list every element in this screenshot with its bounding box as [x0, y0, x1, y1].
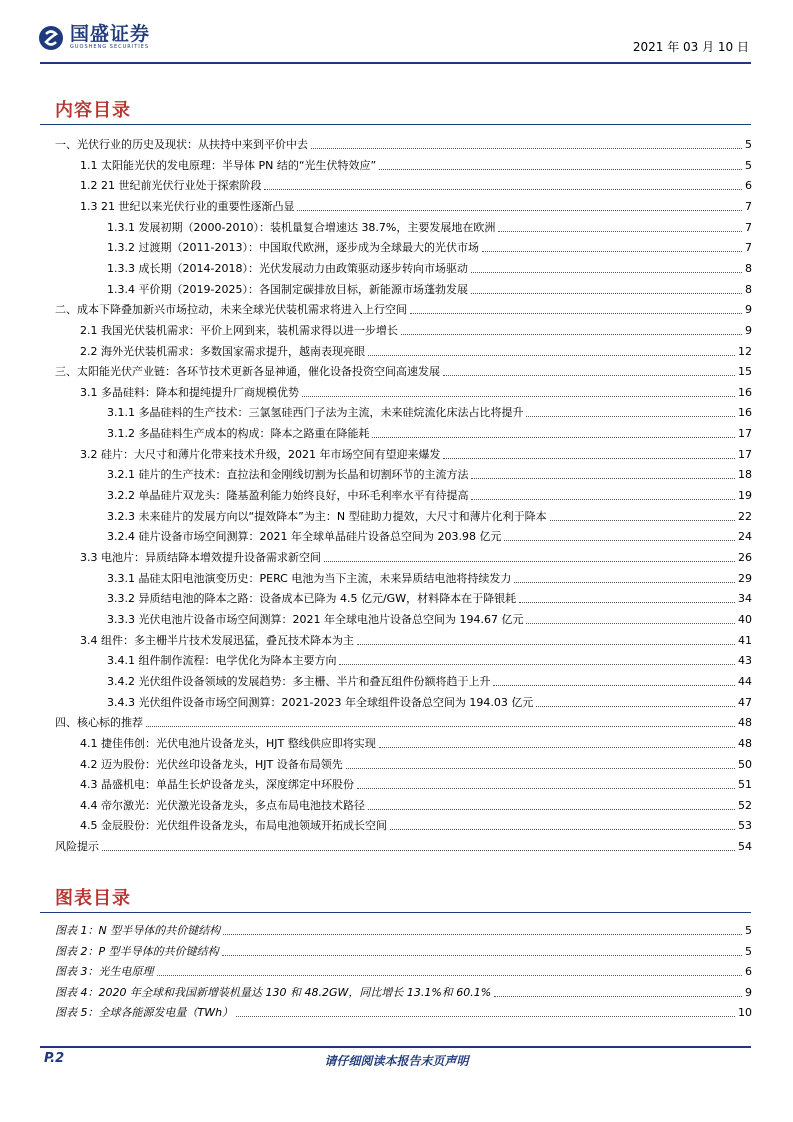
leader-dots	[471, 499, 735, 500]
figure-entry-title: 图表 4：2020 年全球和我国新增装机量达 130 和 48.2GW，同比增长 13.1%和 60.1%	[55, 985, 492, 999]
leader-dots	[443, 375, 735, 376]
toc-entry-page: 8	[745, 261, 752, 275]
leader-dots	[443, 458, 735, 459]
toc-entry-title: 三、太阳能光伏产业链：各环节技术更新各显神通，催化设备投资空间高速发展	[55, 365, 440, 379]
toc-entry[interactable]	[80, 545, 752, 565]
toc-entry-title: 3.3.3 光伏电池片设备市场空间测算：2021 年全球电池片设备总空间为 194.67 亿元	[107, 612, 524, 626]
figure-entry-page: 5	[745, 944, 752, 958]
toc-entry-page: 5	[745, 158, 752, 172]
toc-entry[interactable]	[107, 648, 752, 668]
figure-entry[interactable]	[55, 980, 752, 1000]
leader-dots	[390, 829, 735, 830]
leader-dots	[493, 685, 735, 686]
toc-entry-page: 17	[738, 427, 752, 441]
leader-dots	[471, 293, 742, 294]
leader-dots	[357, 788, 735, 789]
toc-entry-page: 12	[738, 344, 752, 358]
toc-entry[interactable]	[80, 813, 752, 833]
toc-entry[interactable]	[107, 256, 752, 276]
toc-entry-title: 1.1 太阳能光伏的发电原理：半导体 PN 结的“光生伏特效应”	[80, 158, 377, 172]
toc-entry[interactable]	[80, 173, 752, 193]
leader-dots	[222, 955, 742, 956]
toc-entry[interactable]	[80, 339, 752, 359]
toc-entry-page: 5	[745, 138, 752, 151]
figure-entry[interactable]	[55, 939, 752, 959]
figure-entry-page: 10	[738, 1006, 752, 1020]
toc-entry-title: 4.5 金辰股份：光伏组件设备龙头，布局电池领域开拓成长空间	[80, 819, 387, 833]
toc-entry-page: 48	[738, 716, 752, 730]
leader-dots	[297, 210, 742, 211]
toc-entry-title: 2.2 海外光伏装机需求：多数国家需求提升，越南表现亮眼	[80, 344, 365, 358]
toc-entry-title: 3.1 多晶硅料：降本和提纯提升厂商规模优势	[80, 385, 299, 399]
toc-entry-title: 3.2.2 单晶硅片双龙头：隆基盈利能力始终良好，中环毛利率水平有待提高	[107, 489, 469, 503]
toc-entry-page: 51	[738, 778, 752, 792]
toc-entry-title: 3.1.2 多晶硅料生产成本的构成：降本之路重在降能耗	[107, 427, 370, 441]
leader-dots	[102, 850, 735, 851]
footer-divider	[40, 1046, 751, 1048]
toc-entry-title: 1.3.1 发展初期（2000-2010）：装机量复合增速达 38.7%，主要发展地在欧洲	[107, 220, 496, 234]
toc-entry[interactable]	[107, 215, 752, 235]
toc-entry[interactable]	[107, 462, 752, 482]
toc-entry-title: 3.1.1 多晶硅料的生产技术：三氯氢硅西门子法为主流，未来硅烷流化床法占比将提升	[107, 406, 524, 420]
figure-entry-page: 9	[745, 985, 752, 999]
leader-dots	[157, 975, 743, 976]
toc-entry[interactable]	[55, 710, 752, 730]
toc-entry-page: 47	[738, 695, 752, 709]
toc-entry[interactable]	[80, 793, 752, 813]
toc-entry[interactable]	[107, 400, 752, 420]
leader-dots	[519, 602, 735, 603]
toc-entry-title: 3.4.1 组件制作流程：电学优化为降本主要方向	[107, 654, 337, 668]
leader-dots	[401, 334, 742, 335]
toc-entry-title: 3.2.1 硅片的生产技术：直拉法和金刚线切割为长晶和切割环节的主流方法	[107, 468, 469, 482]
toc-entry-page: 7	[745, 241, 752, 255]
toc-entry-title: 3.3 电池片：异质结降本增效提升设备需求新空间	[80, 551, 321, 564]
toc-entry-title: 四、核心标的推荐	[55, 716, 143, 730]
toc-entry-page: 34	[738, 592, 752, 606]
toc-entry[interactable]	[55, 132, 752, 152]
logo-icon	[38, 25, 64, 51]
toc-entry-page: 26	[738, 551, 752, 564]
toc-entry-title: 3.2 硅片：大尺寸和薄片化带来技术升级，2021 年市场空间有望迎来爆发	[80, 447, 441, 461]
toc-entry[interactable]	[80, 731, 752, 751]
leader-dots	[311, 148, 742, 149]
toc-entry[interactable]	[80, 752, 752, 772]
toc-entry-title: 3.2.3 未来硅片的发展方向以“提效降本”为主：N 型硅助力提效，大尺寸和薄片化利于降本	[107, 509, 547, 523]
toc-entry-title: 3.4 组件：多主栅半片技术发展迅猛，叠瓦技术降本为主	[80, 633, 354, 647]
leader-dots	[498, 231, 742, 232]
toc-entry[interactable]	[107, 483, 752, 503]
toc-entry-title: 风险提示	[55, 840, 99, 854]
toc-entry-title: 4.3 晶盛机电：单晶生长炉设备龙头，深度绑定中环股份	[80, 778, 354, 792]
toc-entry-page: 15	[738, 365, 752, 379]
toc-entry[interactable]	[107, 277, 752, 297]
toc-entry-page: 16	[738, 385, 752, 399]
figure-heading-divider	[40, 912, 751, 913]
leader-dots	[526, 416, 735, 417]
leader-dots	[379, 747, 735, 748]
toc-entry-title: 4.1 捷佳伟创：光伏电池片设备龙头，HJT 整线供应即将实现	[80, 736, 376, 750]
page-number: P.2	[44, 1051, 65, 1066]
toc-entry-title: 3.3.1 晶硅太阳电池演变历史：PERC 电池为当下主流，未来异质结电池将持续发力	[107, 571, 512, 585]
toc-entry-title: 1.3.3 成长期（2014-2018）：光伏发展动力由政策驱动逐步转向市场驱动	[107, 261, 468, 275]
leader-dots	[324, 561, 735, 562]
toc-entry[interactable]	[107, 690, 752, 710]
leader-dots	[357, 644, 735, 645]
toc-entry-title: 1.2 21 世纪前光伏行业处于探索阶段	[80, 179, 262, 193]
footer-disclaimer: 请仔细阅读本报告末页声明	[324, 1054, 469, 1068]
toc-entry-page: 7	[745, 220, 752, 234]
leader-dots	[379, 169, 742, 170]
toc-entry-page: 43	[738, 654, 752, 668]
logo-name-cn: 国盛证券	[70, 23, 151, 45]
figure-entry-page: 5	[745, 924, 752, 937]
toc-entry[interactable]	[80, 772, 752, 792]
toc-entry-page: 22	[738, 509, 752, 523]
toc-entry-page: 16	[738, 406, 752, 420]
leader-dots	[368, 809, 735, 810]
toc-entry-title: 1.3.2 过渡期（2011-2013）：中国取代欧洲，逐步成为全球最大的光伏市场	[107, 241, 479, 255]
toc-entry[interactable]	[107, 607, 752, 627]
figure-entry-title: 图表 2：P 型半导体的共价键结构	[55, 944, 219, 958]
toc-entry-page: 9	[745, 323, 752, 337]
toc-entry[interactable]	[107, 524, 752, 544]
toc-entry-page: 41	[738, 633, 752, 647]
header-divider	[40, 62, 751, 64]
toc-entry[interactable]	[80, 442, 752, 462]
toc-entry-title: 二、成本下降叠加新兴市场拉动，未来全球光伏装机需求将进入上行空间	[55, 303, 407, 317]
toc-entry-page: 19	[738, 489, 752, 503]
toc-entry-title: 3.4.3 光伏组件设备市场空间测算：2021-2023 年全球组件设备总空间为 194.03 亿元	[107, 695, 534, 709]
toc-entry-page: 29	[738, 571, 752, 585]
figure-entry[interactable]	[55, 959, 752, 979]
toc-entry-page: 6	[745, 179, 752, 193]
leader-dots	[339, 664, 735, 665]
leader-dots	[236, 1016, 735, 1017]
toc-entry-page: 7	[745, 199, 752, 213]
toc-entry-page: 52	[738, 798, 752, 812]
toc-entry-page: 54	[738, 840, 752, 854]
toc-entry[interactable]	[107, 235, 752, 255]
toc-entry[interactable]	[55, 297, 752, 317]
toc-entry-title: 一、光伏行业的历史及现状：从扶持中来到平价中去	[55, 138, 308, 151]
leader-dots	[550, 520, 735, 521]
toc-entry-page: 9	[745, 303, 752, 317]
leader-dots	[302, 396, 735, 397]
toc-entry[interactable]	[80, 194, 752, 214]
toc-entry-page: 53	[738, 819, 752, 833]
toc-entry[interactable]	[80, 628, 752, 648]
toc-entry-title: 4.2 迈为股份：光伏丝印设备龙头，HJT 设备布局领先	[80, 757, 343, 771]
leader-dots	[482, 251, 742, 252]
toc-heading: 内容目录	[55, 100, 131, 121]
toc-heading-divider	[40, 124, 751, 125]
leader-dots	[264, 189, 742, 190]
toc-entry-page: 17	[738, 447, 752, 461]
toc-entry-title: 3.3.2 异质结电池的降本之路：设备成本已降为 4.5 亿元/GW，材料降本在于降银耗	[107, 592, 517, 606]
figure-entry[interactable]	[55, 1000, 752, 1020]
leader-dots	[514, 582, 735, 583]
leader-dots	[346, 768, 735, 769]
toc-entry-page: 50	[738, 757, 752, 771]
toc-entry-page: 24	[738, 530, 752, 544]
leader-dots	[223, 934, 742, 935]
figure-entry-page: 6	[745, 965, 752, 979]
report-date: 2021 年 03 月 10 日	[632, 40, 749, 54]
leader-dots	[536, 706, 735, 707]
toc-entry-page: 48	[738, 736, 752, 750]
figure-entry[interactable]	[55, 918, 752, 938]
toc-entry[interactable]	[107, 669, 752, 689]
toc-entry[interactable]	[55, 359, 752, 379]
figure-list-heading: 图表目录	[55, 888, 131, 909]
leader-dots	[146, 726, 735, 727]
figure-entry-title: 图表 3：光生电原理	[55, 965, 154, 979]
leader-dots	[494, 996, 742, 997]
toc-entry-title: 1.3 21 世纪以来光伏行业的重要性逐渐凸显	[80, 199, 295, 213]
toc-entry-page: 18	[738, 468, 752, 482]
figure-entry-title: 图表 5：全球各能源发电量（TWh）	[55, 1006, 234, 1020]
toc-entry-page: 44	[738, 674, 752, 688]
toc-entry-title: 2.1 我国光伏装机需求：平价上网到来，装机需求得以进一步增长	[80, 323, 398, 337]
toc-entry[interactable]	[107, 566, 752, 586]
leader-dots	[471, 272, 742, 273]
toc-entry-title: 3.2.4 硅片设备市场空间测算：2021 年全球单晶硅片设备总空间为 203.98 亿元	[107, 530, 502, 544]
toc-entry-title: 4.4 帝尔激光：光伏激光设备龙头，多点布局电池技术路径	[80, 798, 365, 812]
leader-dots	[372, 437, 735, 438]
toc-entry-page: 8	[745, 282, 752, 296]
toc-entry-title: 1.3.4 平价期（2019-2025）：各国制定碳排放目标，新能源市场蓬勃发展	[107, 282, 468, 296]
company-logo	[38, 24, 150, 51]
toc-entry-page: 40	[738, 612, 752, 626]
toc-entry[interactable]	[107, 586, 752, 606]
leader-dots	[504, 540, 735, 541]
toc-entry-title: 3.4.2 光伏组件设备领域的发展趋势：多主栅、半片和叠瓦组件份额将趋于上升	[107, 674, 491, 688]
leader-dots	[471, 478, 735, 479]
figure-entry-title: 图表 1：N 型半导体的共价键结构	[55, 924, 221, 937]
toc-entry[interactable]	[80, 153, 752, 173]
logo-name-en: GUOSHENG SECURITIES	[70, 44, 150, 50]
toc-entry[interactable]	[107, 421, 752, 441]
page-header	[0, 0, 793, 70]
toc-entry[interactable]	[80, 318, 752, 338]
leader-dots	[526, 623, 735, 624]
toc-entry[interactable]	[107, 504, 752, 524]
leader-dots	[410, 313, 742, 314]
toc-entry[interactable]	[80, 380, 752, 400]
leader-dots	[368, 355, 735, 356]
toc-entry[interactable]	[55, 834, 752, 854]
